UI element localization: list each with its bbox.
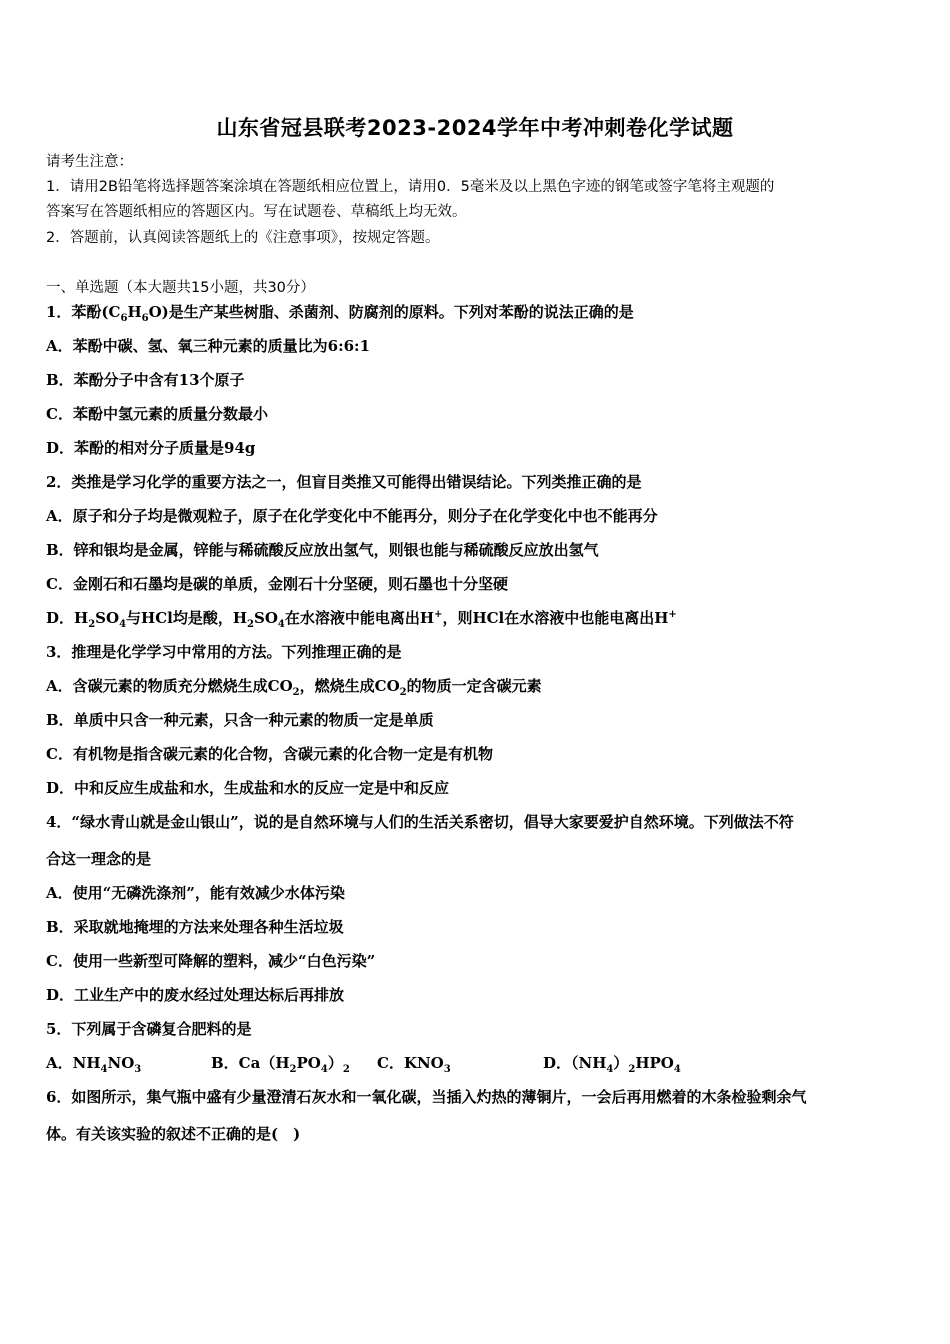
question-1-option-d: D．苯酚的相对分子质量是94g [46,439,256,457]
question-1-stem: 1．苯酚$(C_6H_6O)$是生产某些树脂、杀菌剂、防腐剂的原料。下列对苯酚的说法正确的是 [46,303,634,324]
question-3-option-c: C．有机物是指含碳元素的化合物，含碳元素的化合物一定是有机物 [46,745,493,763]
question-4-stem: 4．“绿水青山就是金山银山”，说的是自然环境与人们的生活关系密切，倡导大家要爱护自然环境。下列做法不符 [46,813,794,831]
question-2-option-b: B．锌和银均是金属，锌能与稀硫酸反应放出氢气，则银也能与稀硫酸反应放出氢气 [46,541,599,559]
question-1-option-c: C．苯酚中氢元素的质量分数最小 [46,405,268,423]
section-heading: 一、单选题（本大题共15小题，共30分） [46,280,315,296]
notice-item-2: 2．答题前，认真阅读答题纸上的《注意事项》，按规定答题。 [46,230,440,246]
question-5-stem: 5．下列属于含磷复合肥料的是 [46,1020,252,1038]
question-2-option-c: C．金刚石和石墨均是碳的单质，金刚石十分坚硬，则石墨也十分坚硬 [46,575,508,593]
question-4-option-d: D．工业生产中的废水经过处理达标后再排放 [46,986,345,1004]
question-4-option-c: C．使用一些新型可降解的塑料，减少“白色污染” [46,952,376,970]
notice-item-1-cont: 答案写在答题纸相应的答题区内。写在试题卷、草稿纸上均无效。 [46,204,467,220]
question-2-stem: 2．类推是学习化学的重要方法之一，但盲目类推又可能得出错误结论。下列类推正确的是 [46,473,642,491]
question-1-option-b: B．苯酚分子中含有13个原子 [46,371,245,389]
question-6-stem-cont: 体。有关该实验的叙述不正确的是( ) [46,1125,301,1143]
question-3-option-a: A．含碳元素的物质充分燃烧生成$CO_2$，燃烧生成$CO_2$的物质一定含碳元素 [46,677,542,698]
question-3-option-b: B．单质中只含一种元素，只含一种元素的物质一定是单质 [46,711,434,729]
question-6-stem: 6．如图所示，集气瓶中盛有少量澄清石灰水和一氧化碳，当插入灼热的薄铜片，一会后再用燃着的木条检验剩余气 [46,1088,807,1106]
notice-heading: 请考生注意： [46,154,133,170]
question-5-option-d: D．$(NH_4)_2HPO_4$ [543,1054,681,1075]
question-2-option-d: D．$H_2SO_4$与HCl均是酸，$H_2SO_4$在水溶液中能电离出H+，则HCl在水溶液中也能电离出H+ [46,609,677,630]
question-2-option-a: A．原子和分子均是微观粒子，原子在化学变化中不能再分，则分子在化学变化中也不能再分 [46,507,658,525]
question-4-option-a: A．使用“无磷洗涤剂”，能有效减少水体污染 [46,884,345,902]
question-5-option-a: A．$NH_4NO_3$ [46,1054,142,1075]
question-3-stem: 3．推理是化学学习中常用的方法。下列推理正确的是 [46,643,402,661]
page-title: 山东省冠县联考2023-2024学年中考冲刺卷化学试题 [216,116,734,140]
question-4-stem-cont: 合这一理念的是 [46,850,152,868]
question-5-option-c: C．$KNO_3$ [377,1054,451,1075]
question-4-option-b: B．采取就地掩埋的方法来处理各种生活垃圾 [46,918,344,936]
notice-item-1: 1．请用2B铅笔将选择题答案涂填在答题纸相应位置上，请用0．5毫米及以上黑色字迹的钢笔或签字笔将主观题的 [46,179,775,195]
question-1-option-a: A．苯酚中碳、氢、氧三种元素的质量比为6:6:1 [46,337,371,355]
question-5-option-b: B．$Ca(H_2PO_4)_2$ [211,1054,350,1075]
question-3-option-d: D．中和反应生成盐和水，生成盐和水的反应一定是中和反应 [46,779,450,797]
